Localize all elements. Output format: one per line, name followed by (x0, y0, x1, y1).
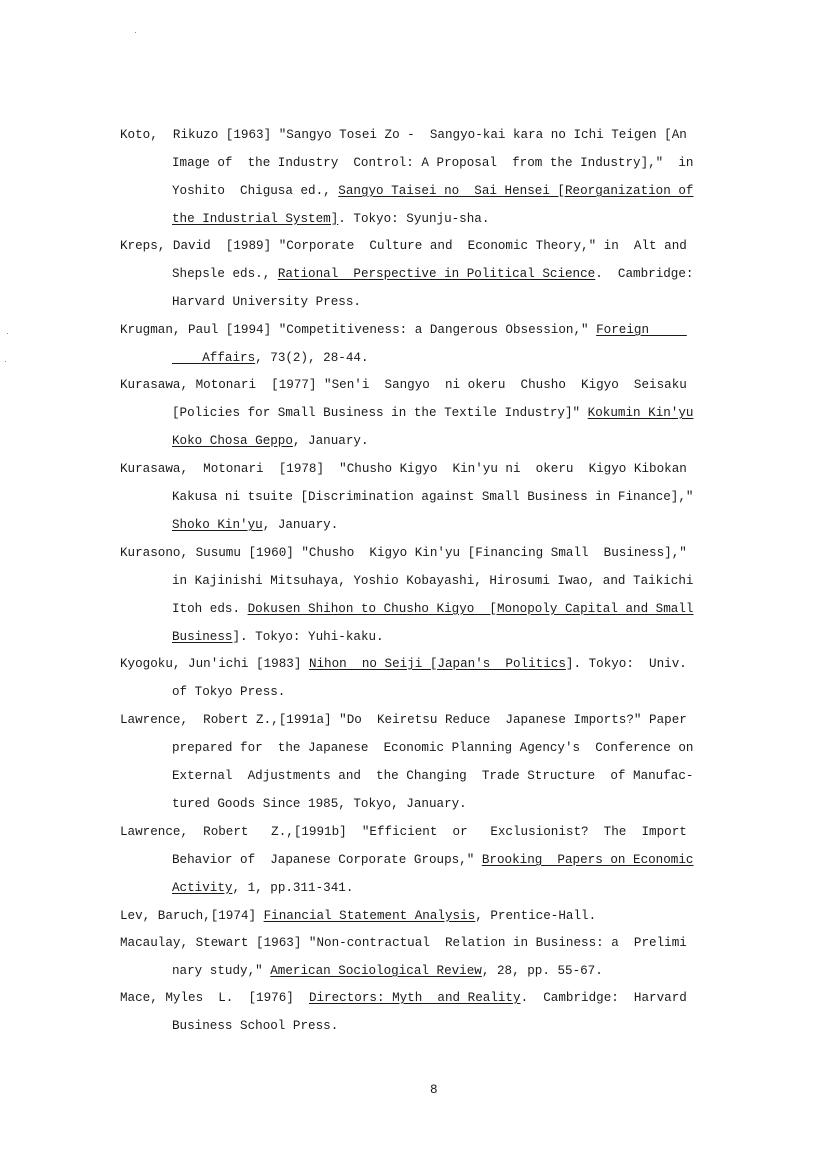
reference-line (172, 963, 603, 979)
reference-line (172, 768, 693, 784)
reference-line (120, 712, 687, 728)
reference-text: Lawrence, Robert Z.,[1991a] "Do Keiretsu Reduce Japanese Imports?" Paper (120, 713, 687, 727)
reference-line (172, 1018, 338, 1034)
reference-text: Kurasawa, Motonari [1978] "Chusho Kigyo Kin'yu ni okeru Kigyo Kibokan (120, 462, 687, 476)
reference-line (120, 824, 687, 840)
reference-text: Kyogoku, Jun'ichi [1983] (120, 657, 309, 671)
reference-line (172, 489, 693, 505)
underlined-title: Affairs (172, 351, 256, 365)
reference-line (172, 211, 489, 227)
reference-text: Kreps, David [1989] "Corporate Culture and Economic Theory," in Alt and (120, 239, 687, 253)
reference-line (172, 405, 693, 421)
page-number: 8 (430, 1083, 438, 1097)
reference-text: [Policies for Small Business in the Textile Industry]" (172, 406, 588, 420)
reference-text: Harvard University Press. (172, 295, 361, 309)
reference-text: , 1, pp.311-341. (232, 881, 354, 895)
reference-text: . Cambridge: Harvard (520, 991, 687, 1005)
reference-text: Itoh eds. (172, 602, 248, 616)
reference-line (172, 350, 369, 366)
reference-text: in Kajinishi Mitsuhaya, Yoshio Kobayashi, Hirosumi Iwao, and Taikichi (172, 574, 694, 588)
reference-line (172, 294, 361, 310)
reference-line (120, 127, 687, 143)
reference-line (172, 266, 693, 282)
underlined-title: Rational Perspective in Political Science (277, 267, 596, 281)
reference-text: External Adjustments and the Changing Trade Structure of Manufac- (172, 769, 694, 783)
reference-line (172, 601, 693, 617)
reference-line (120, 545, 687, 561)
reference-line (120, 322, 687, 338)
reference-line (172, 684, 285, 700)
reference-line (172, 155, 693, 171)
underlined-title: Business (172, 630, 233, 644)
reference-line (120, 377, 687, 393)
reference-line (172, 880, 353, 896)
reference-text: . Tokyo: Syunju-sha. (338, 212, 490, 226)
reference-text: Krugman, Paul [1994] "Competitiveness: a Dangerous Obsession," (120, 323, 597, 337)
reference-text: , 73(2), 28-44. (255, 351, 369, 365)
underlined-title: Shoko Kin'yu (172, 518, 263, 532)
reference-line (172, 629, 384, 645)
underlined-title: Brooking Papers on Economic (481, 853, 694, 867)
underlined-title: Directors: Myth and Reality (308, 991, 521, 1005)
reference-line (120, 990, 687, 1006)
scan-speck (135, 32, 136, 33)
reference-text: Business School Press. (172, 1019, 339, 1033)
reference-text: , Prentice-Hall. (475, 909, 597, 923)
reference-text: nary study," (172, 964, 271, 978)
reference-text: , January. (292, 434, 369, 448)
reference-text: Image of the Industry Control: A Proposal from the Industry]," in (172, 156, 694, 170)
underlined-title: Kokumin Kin'yu (587, 406, 694, 420)
reference-line (172, 517, 338, 533)
underlined-title: Activity (172, 881, 233, 895)
reference-text: Lawrence, Robert Z.,[1991b] "Efficient or Exclusionist? The Import (120, 825, 687, 839)
reference-line (172, 796, 467, 812)
scan-speck (5, 361, 6, 362)
underlined-title: Dokusen Shihon to Chusho Kigyo [Monopoly Capital and Small (247, 602, 694, 616)
reference-text: Kurasawa, Motonari [1977] "Sen'i Sangyo ni okeru Chusho Kigyo Seisaku (120, 378, 687, 392)
reference-text: Kurasono, Susumu [1960] "Chusho Kigyo Kin'yu [Financing Small Business]," (120, 546, 687, 560)
reference-line (172, 573, 693, 589)
reference-text: Shepsle eds., (172, 267, 278, 281)
reference-text: ]. Tokyo: Yuhi-kaku. (232, 630, 384, 644)
reference-line (120, 908, 596, 924)
reference-text: Mace, Myles L. [1976] (120, 991, 309, 1005)
reference-text: Macaulay, Stewart [1963] "Non-contractual Relation in Business: a Prelimi (120, 936, 687, 950)
reference-text: Kakusa ni tsuite [Discrimination against Small Business in Finance]," (172, 490, 694, 504)
reference-line (120, 461, 687, 477)
underlined-title: Financial Statement Analysis (263, 909, 476, 923)
underlined-title: Sangyo Taisei no Sai Hensei [Reorganization of (338, 184, 694, 198)
reference-text: Lev, Baruch,[1974] (120, 909, 264, 923)
reference-text: Yoshito Chigusa ed., (172, 184, 339, 198)
reference-text: , 28, pp. 55-67. (481, 964, 603, 978)
reference-text: ]. Tokyo: Univ. (565, 657, 687, 671)
underlined-title: Koko Chosa Geppo (172, 434, 293, 448)
reference-line (120, 935, 687, 951)
reference-line (120, 238, 687, 254)
reference-text: Koto, Rikuzo [1963] "Sangyo Tosei Zo - Sangyo-kai kara no Ichi Teigen [An (120, 128, 687, 142)
reference-line (172, 433, 369, 449)
reference-line (172, 852, 693, 868)
reference-text: , January. (262, 518, 339, 532)
underlined-title: American Sociological Review (270, 964, 482, 978)
underlined-title: Nihon no Seiji [Japan's Politics (308, 657, 566, 671)
reference-line (172, 183, 693, 199)
reference-line (120, 656, 687, 672)
reference-line (172, 740, 693, 756)
reference-text: Behavior of Japanese Corporate Groups," (172, 853, 482, 867)
underlined-title: Foreign (596, 323, 687, 337)
underlined-title: the Industrial System] (172, 212, 339, 226)
reference-text: tured Goods Since 1985, Tokyo, January. (172, 797, 467, 811)
scan-speck (7, 333, 8, 334)
reference-text: . Cambridge: (595, 267, 694, 281)
reference-text: of Tokyo Press. (172, 685, 286, 699)
reference-text: prepared for the Japanese Economic Planning Agency's Conference on (172, 741, 694, 755)
